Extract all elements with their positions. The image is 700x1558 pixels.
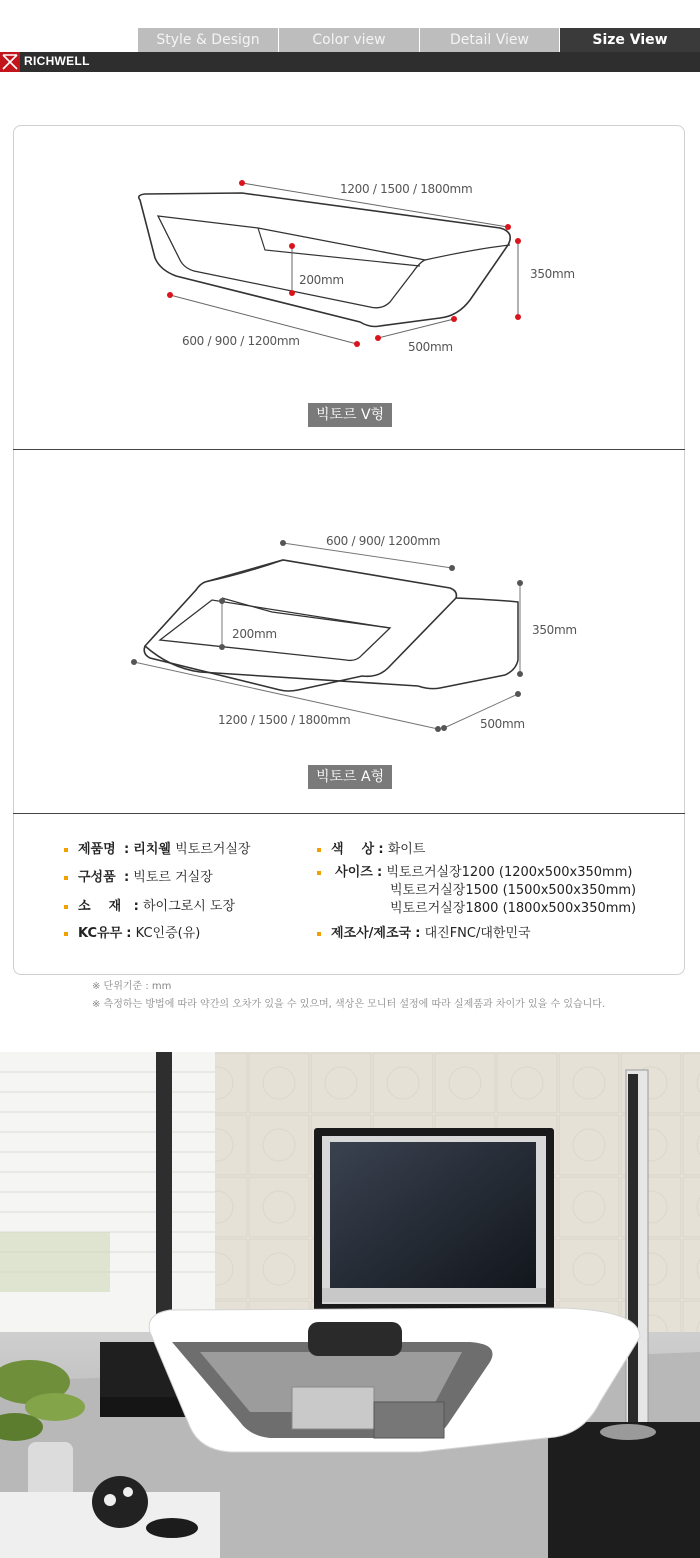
diagram-v-type — [120, 170, 550, 360]
brand-name: RICHWELL — [24, 54, 90, 68]
bullet-icon — [317, 932, 321, 936]
v-length-label: 1200 / 1500 / 1800mm — [340, 182, 473, 196]
television — [314, 1128, 554, 1314]
v-inner-height-label: 200mm — [299, 273, 344, 287]
richwell-logo-icon — [0, 52, 20, 72]
bullet-icon — [64, 932, 68, 936]
bullet-icon — [64, 876, 68, 880]
bullet-icon — [317, 848, 321, 852]
spec-kc: KC유무 : KC인증(유) — [64, 922, 200, 941]
diagram-a-type — [130, 530, 530, 735]
a-depth-label: 500mm — [480, 717, 525, 731]
brand-bar — [0, 52, 700, 72]
tab-detail-view[interactable]: Detail View — [420, 28, 560, 52]
a-type-caption: 빅토르 A형 — [308, 765, 392, 789]
tv-stand-product — [149, 1308, 640, 1452]
note-disclaimer: ※ 측정하는 방법에 따라 약간의 오차가 있을 수 있으며, 색상은 모니터 설정에 따라 실제품과 차이가 있을 수 있습니다. — [92, 999, 606, 1010]
spec-product-value: 빅토르거실장 — [175, 842, 251, 857]
notes — [92, 978, 605, 1014]
a-length-label: 1200 / 1500 / 1800mm — [218, 713, 351, 727]
spec-product-brand: 리치웰 — [133, 842, 171, 857]
bullet-icon — [64, 905, 68, 909]
spec-size: 사이즈 : 빅토르거실장1200 (1200x500x350mm) 빅토르거실장1500 (1500x500x350mm) 빅토르거실장1800 (1800x500x350mm) — [317, 864, 636, 918]
spec-material: 소 재 : 하이그로시 도장 — [64, 895, 235, 914]
product-photo — [0, 1052, 700, 1558]
bullet-icon — [64, 848, 68, 852]
spec-maker: 제조사/제조국 : 대진FNC/대한민국 — [317, 922, 531, 941]
v-depth-label: 500mm — [408, 340, 453, 354]
a-top-label: 600 / 900/ 1200mm — [326, 534, 441, 548]
section-divider — [13, 813, 685, 814]
section-divider — [13, 449, 685, 450]
dvd-player — [292, 1387, 374, 1429]
a-inner-height-label: 200mm — [232, 627, 277, 641]
tab-size-view[interactable]: Size View — [560, 28, 700, 52]
tab-bar — [138, 28, 700, 52]
center-speaker — [308, 1322, 402, 1356]
spec-product-name: 제품명 : 리치웰 빅토르거실장 — [64, 838, 250, 857]
left-speaker — [156, 1052, 172, 1342]
v-base-label: 600 / 900 / 1200mm — [182, 334, 300, 348]
spec-color: 색 상 : 화이트 — [317, 838, 425, 857]
v-height-label: 350mm — [530, 267, 575, 281]
tab-style-design[interactable]: Style & Design — [138, 28, 279, 52]
tab-color-view[interactable]: Color view — [279, 28, 420, 52]
a-height-label: 350mm — [532, 623, 577, 637]
v-type-caption: 빅토르 V형 — [308, 403, 392, 427]
bullet-icon — [317, 871, 321, 875]
note-unit: ※ 단위기준 : mm — [92, 981, 172, 992]
living-room-scene — [0, 1052, 700, 1558]
spec-components: 구성품 : 빅토르 거실장 — [64, 866, 213, 885]
